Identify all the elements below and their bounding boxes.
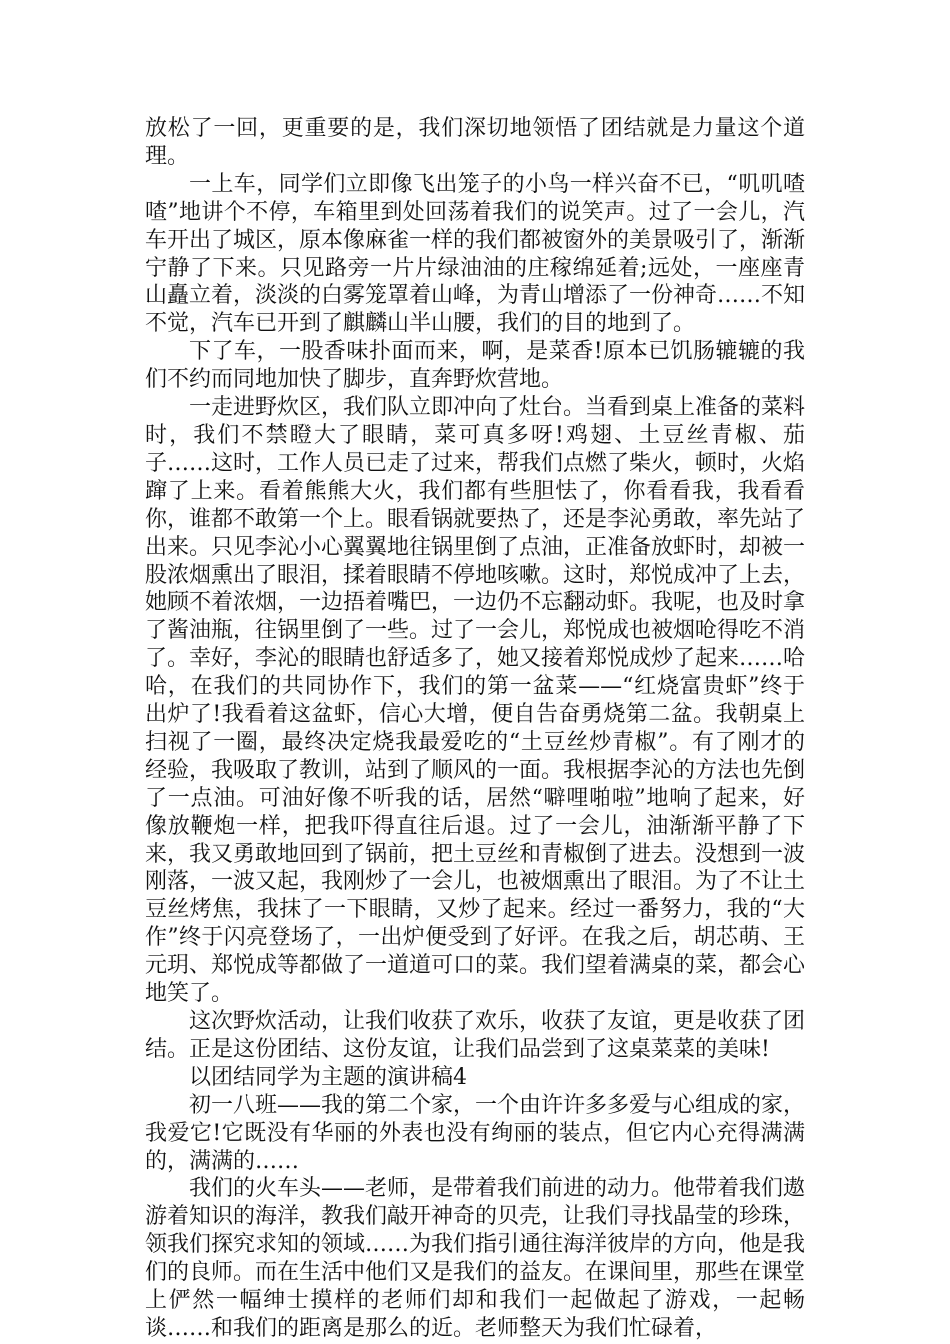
paragraph-continuation: 放松了一回，更重要的是，我们深切地领悟了团结就是力量这个道理。	[145, 116, 805, 169]
paragraph-teacher: 我们的火车头——老师，是带着我们前进的动力。他带着我们遨游着知识的海洋，教我们敲开神奇的贝壳，让我们寻找晶莹的珍珠，领我们探究求知的领域……为我们指引通往海洋彼岸的方向，他是我们的良师。而在生活中他们又是我们的益友。在课间里，那些在课堂上俨然一幅绅士摸样的老师们却和我们一起做起了游戏，一起畅谈……和我们的距离是那么的近。老师整天为我们忙碌着，	[145, 1176, 806, 1341]
paragraph-arrival: 下了车，一股香味扑面而来，啊，是菜香!原本已饥肠辘辘的我们不约而同地加快了脚步，直奔野炊营地。	[145, 339, 805, 393]
document-page	[145, 115, 805, 1343]
paragraph-bus-ride: 一上车，同学们立即像飞出笼子的小鸟一样兴奋不已，“叽叽喳喳”地讲个不停，车箱里到处回荡着我们的说笑声。过了一会儿，汽车开出了城区，原本像麻雀一样的我们都被窗外的美景吸引了，渐渐宁静了下来。只见路旁一片片绿油油的庄稼绵延着;远处，一座座青山矗立着，淡淡的白雾笼罩着山峰，为青山增添了一份神奇……不知不觉，汽车已开到了麒麟山半山腰，我们的目的地到了。	[145, 171, 806, 337]
paragraph-cooking: 一走进野炊区，我们队立即冲向了灶台。当看到桌上准备的菜料时，我们不禁瞪大了眼睛，菜可真多呀!鸡翅、土豆丝青椒、茄子……这时，工作人员已走了过来，帮我们点燃了柴火，顿时，火焰蹿了上来。看着熊熊大火，我们都有些胆怯了，你看看我，我看看你，谁都不敢第一个上。眼看锅就要热了，还是李沁勇敢，率先站了出来。只见李沁小心翼翼地往锅里倒了点油，正准备放虾时，却被一股浓烟熏出了眼泪，揉着眼睛不停地咳嗽。这时，郑悦成冲了上去，她顾不着浓烟，一边捂着嘴巴，一边仍不忘翻动虾。我呢，也及时拿了酱油瓶，往锅里倒了一些。过了一会儿，郑悦成也被烟呛得吃不消了。幸好，李沁的眼睛也舒适多了，她又接着郑悦成炒了起来……哈哈，在我们的共同协作下，我们的第一盆菜——“红烧富贵虾”终于出炉了!我看着这盆虾，信心大增，便自告奋勇烧第二盆。我朝桌上扫视了一圈，最终决定烧我最爱吃的“土豆丝炒青椒”。有了刚才的经验，我吸取了教训，站到了顺风的一面。我根据李沁的方法也先倒了一点油。可油好像不听我的话，居然“噼哩啪啦”地响了起来，好像放鞭炮一样，把我吓得直往后退。过了一会儿，油渐渐平静了下来，我又勇敢地回到了锅前，把土豆丝和青椒倒了进去。没想到一波刚落，一波又起，我刚炒了一会儿，也被烟熏出了眼泪。为了不让土豆丝烤焦，我抹了一下眼睛，又炒了起来。经过一番努力，我的“大作”终于闪亮登场了，一出炉便受到了好评。在我之后，胡芯萌、王元玥、郑悦成等都做了一道道可口的菜。我们望着满桌的菜，都会心地笑了。	[145, 395, 806, 1007]
paragraph-conclusion: 这次野炊活动，让我们收获了欢乐，收获了友谊，更是收获了团结。正是这份团结、这份友谊，让我们品尝到了这桌菜菜的美味!	[145, 1009, 806, 1062]
section-heading: 以团结同学为主题的演讲稿4	[189, 1064, 467, 1090]
paragraph-class-home: 初一八班——我的第二个家，一个由许许多多爱与心组成的家，我爱它!它既没有华丽的外表也没有绚丽的装点，但它内心充得满满的，满满的……	[145, 1092, 806, 1174]
